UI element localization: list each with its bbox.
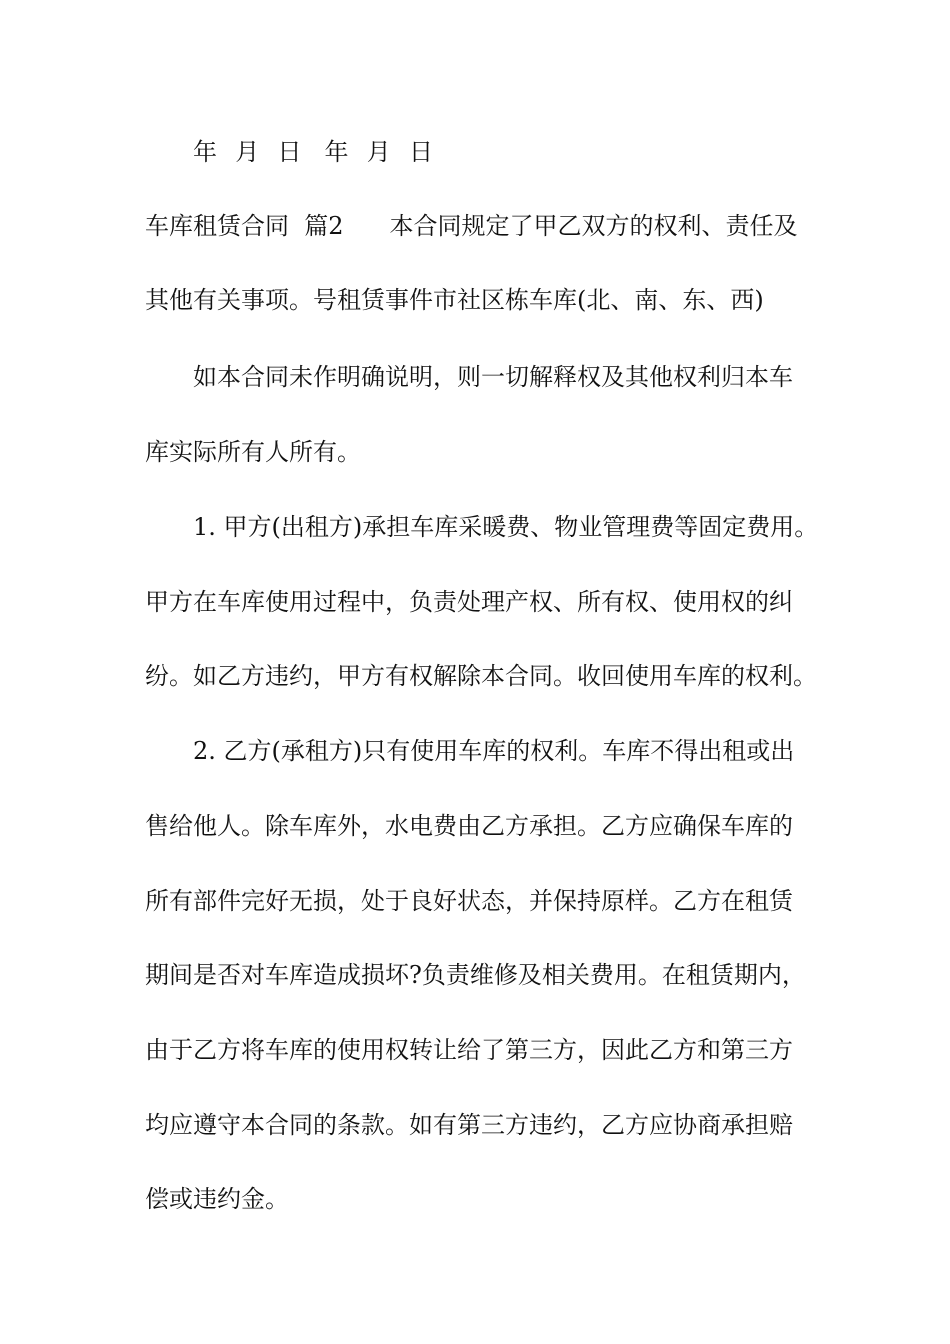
signature-date-row	[193, 137, 434, 167]
paragraph-line: 库实际所有人所有。	[145, 438, 361, 466]
clause-1-line: 1. 甲方(出租方)承担车库采暖费、物业管理费等固定费用。	[193, 513, 819, 541]
clause-2-line: 2. 乙方(承租方)只有使用车库的权利。车库不得出租或出	[193, 737, 795, 765]
paragraph-line: 所有部件完好无损，处于良好状态，并保持原样。乙方在租赁	[145, 887, 793, 915]
heading-row	[145, 211, 798, 241]
paragraph-line: 期间是否对车库造成损坏?负责维修及相关费用。在租赁期内，	[145, 961, 806, 989]
paragraph-line: 均应遵守本合同的条款。如有第三方违约，乙方应协商承担赔	[145, 1111, 793, 1139]
paragraph-line: 偿或违约金。	[145, 1185, 289, 1213]
signature-date-first: 年 月 日	[193, 138, 303, 166]
paragraph-line: 本合同规定了甲乙双方的权利、责任及	[389, 212, 798, 240]
signature-date-second: 年 月 日	[324, 138, 435, 166]
paragraph-line: 售给他人。除车库外，水电费由乙方承担。乙方应确保车库的	[145, 812, 793, 840]
paragraph-line: 纷。如乙方违约，甲方有权解除本合同。收回使用车库的权利。	[145, 662, 817, 690]
paragraph-line: 甲方在车库使用过程中，负责处理产权、所有权、使用权的纠	[145, 588, 793, 616]
paragraph-line: 由于乙方将车库的使用权转让给了第三方，因此乙方和第三方	[145, 1036, 793, 1064]
section-heading: 车库租赁合同 篇2	[145, 212, 344, 240]
paragraph-line: 其他有关事项。号租赁事件市社区栋车库(北、南、东、西)	[145, 286, 764, 314]
paragraph-line: 如本合同未作明确说明，则一切解释权及其他权利归本车	[193, 363, 793, 391]
